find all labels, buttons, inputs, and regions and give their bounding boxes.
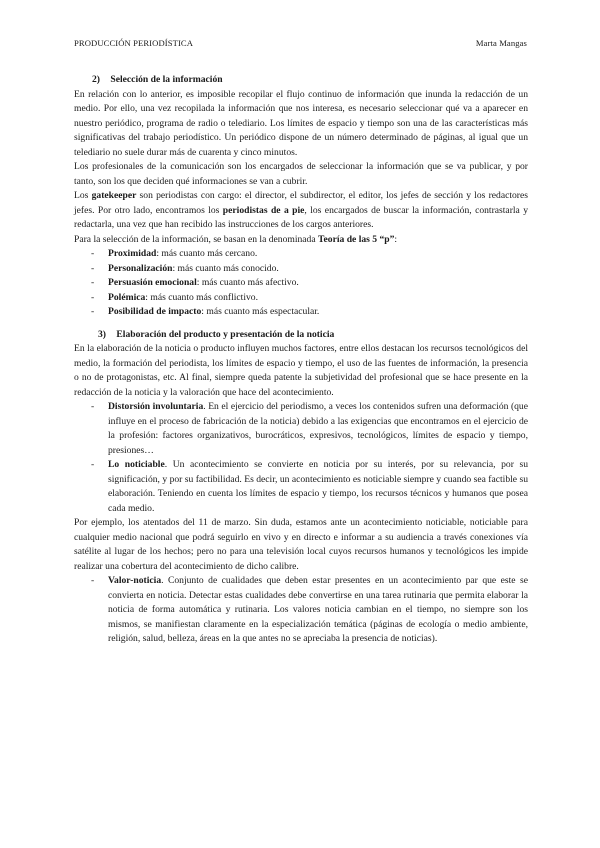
- dash-bullet: -: [91, 459, 95, 470]
- paragraph-ejemplo-11m: Por ejemplo, los atentados del 11 de marzo. Sin duda, estamos ante un acontecimiento noticiable, noticiable para cualquier medio nacional que podrá seguirlo en vivo y en directo e informar a su audiencia a través conexiones vía satélite al lugar de los hechos; pero no para una televisión local cuyos recursos humanos y tecnológicos les impide realizar una cobertura del acontecimiento de dicho calibre.: [74, 517, 528, 572]
- dash-bullet: -: [91, 291, 95, 303]
- bold-term-gatekeeper: gatekeeper: [91, 190, 137, 201]
- paragraph-profesionales: Los profesionales de la comunicación son los encargados de seleccionar la información que se va publicar, y por tanto, son los que deciden qué informaciones se van a cubrir.: [74, 161, 528, 187]
- list-text: : más cuanto más conflictivo.: [145, 291, 258, 303]
- list-item: [74, 574, 528, 647]
- paragraph-teoria-5p: [74, 233, 528, 248]
- section-heading-elaboracion: [74, 328, 528, 343]
- list-text: . En el ejercicio del periodismo, a veces los contenidos sufren una deformación (que influye en el proceso de fabricación de la noticia) debido a las exigencias que encontramos en el ejercicio de la profesión: factores organizativos, burocráticos, expresivos, tecnológicos, límites de espacio y tiempo, presiones…: [108, 401, 528, 456]
- text-run: Para la selección de la información, se basan en la denominada: [74, 233, 319, 245]
- list-text: : más cuanto más afectivo.: [196, 277, 299, 288]
- paragraph-seleccion-intro: En relación con lo anterior, es imposible recopilar el flujo continuo de información que inunda la redacción de un medio. Por ello, una vez recopilada la información que nos interesa, es necesario seleccionar qué va a aparecer en nuestro periódico, programa de radio o telediario. Los límites de espacio y tiempo son una de las características más significativas del trabajo periodístico. Un periódico dispone de un número determinado de páginas, al igual que un telediario no suele durar más de cuarenta y cinco minutos.: [74, 88, 528, 158]
- dash-bullet: -: [91, 401, 95, 412]
- list-term: Posibilidad de impacto: [108, 306, 202, 317]
- list-item: [74, 262, 528, 277]
- section-number: 3): [98, 328, 106, 340]
- paragraph-elaboracion-intro: En la elaboración de la noticia o producto influyen muchos factores, entre ellos destacan los recursos tecnológicos del medio, la formación del periodista, los límites de espacio y tiempo, el uso de las fuentes de información, la presencia o no de protagonistas, etc. Al final, siempre queda patente la subjetividad del profesional que se hace presente en la redacción de la noticia y la valoración que hace del acontecimiento.: [74, 343, 528, 398]
- list-text: : más cuanto más cercano.: [156, 248, 258, 259]
- bold-term-periodistas-de-a-pie: periodistas de a pie: [222, 204, 305, 216]
- list-term: Polémica: [108, 291, 146, 303]
- list-text: : más cuanto más conocido.: [172, 262, 279, 274]
- list-valor-noticia: [74, 574, 528, 647]
- text-run: son periodistas con cargo: el director, el subdirector, el editor, los jefes de sección y los redactores jefes. Por otro lado, encontramos los: [74, 190, 528, 216]
- paragraph-gatekeeper: [74, 189, 528, 233]
- list-distorsion-noticiable: [74, 400, 528, 516]
- dash-bullet: -: [91, 277, 95, 288]
- list-term: Persuasión emocional: [108, 277, 197, 288]
- text-run: :: [394, 233, 398, 245]
- list-item: [74, 276, 528, 291]
- list-text: : más cuanto más espectacular.: [201, 306, 320, 317]
- bold-term-teoria: Teoría de las 5 “p”: [318, 233, 395, 245]
- header-author: Marta Mangas: [475, 38, 527, 48]
- text-run: , los encargados de buscar la información, contrastarla y redactarla, una vez que han recibido las instrucciones de los cargos anteriores.: [74, 204, 529, 230]
- list-term: Valor-noticia: [108, 575, 162, 586]
- list-term: Personalización: [108, 262, 173, 274]
- dash-bullet: -: [91, 306, 95, 317]
- list-item: [74, 458, 528, 516]
- list-item: [74, 305, 528, 320]
- list-text: . Conjunto de cualidades que deben estar presentes en un acontecimiento par que este se convierta en noticia. Detectar estas cualidades debe convertirse en una tarea rutinaria que permita elaborar la noticia de forma automática y rutinaria. Los valores noticia cambian en el tiempo, no siempre son los mismos, se manifiestan claramente en la especialización temática (páginas de ecología o medio ambiente, religión, salud, belleza, áreas en la que antes no se apreciaba la presencia de noticias).: [108, 575, 528, 644]
- header-course-title: PRODUCCIÓN PERIODÍSTICA: [74, 38, 194, 48]
- list-text: . Un acontecimiento se convierte en noticia por su interés, por su relevancia, por su significación, y por su factibilidad. Es decir, un acontecimiento es noticiable siempre y cuando sea factible su elaboración. Teniendo en cuenta los límites de espacio y tiempo, los recursos técnicos y humanos que posea cada medio.: [108, 459, 528, 514]
- dash-bullet: -: [91, 248, 95, 259]
- document-body: [74, 73, 528, 647]
- list-item: [74, 291, 528, 306]
- dash-bullet: -: [91, 575, 95, 586]
- list-item: [74, 247, 528, 262]
- list-item: [74, 400, 528, 458]
- list-5p: [74, 247, 528, 320]
- section-heading-seleccion: [74, 73, 528, 88]
- section-title: Selección de la información: [110, 74, 223, 85]
- list-term: Proximidad: [108, 248, 157, 259]
- list-term: Distorsión involuntaria: [108, 401, 204, 412]
- section-number: 2): [92, 74, 100, 85]
- text-run: Los: [74, 190, 92, 201]
- section-title: Elaboración del producto y presentación de la noticia: [116, 328, 335, 340]
- dash-bullet: -: [91, 262, 95, 274]
- list-term: Lo noticiable: [108, 459, 165, 470]
